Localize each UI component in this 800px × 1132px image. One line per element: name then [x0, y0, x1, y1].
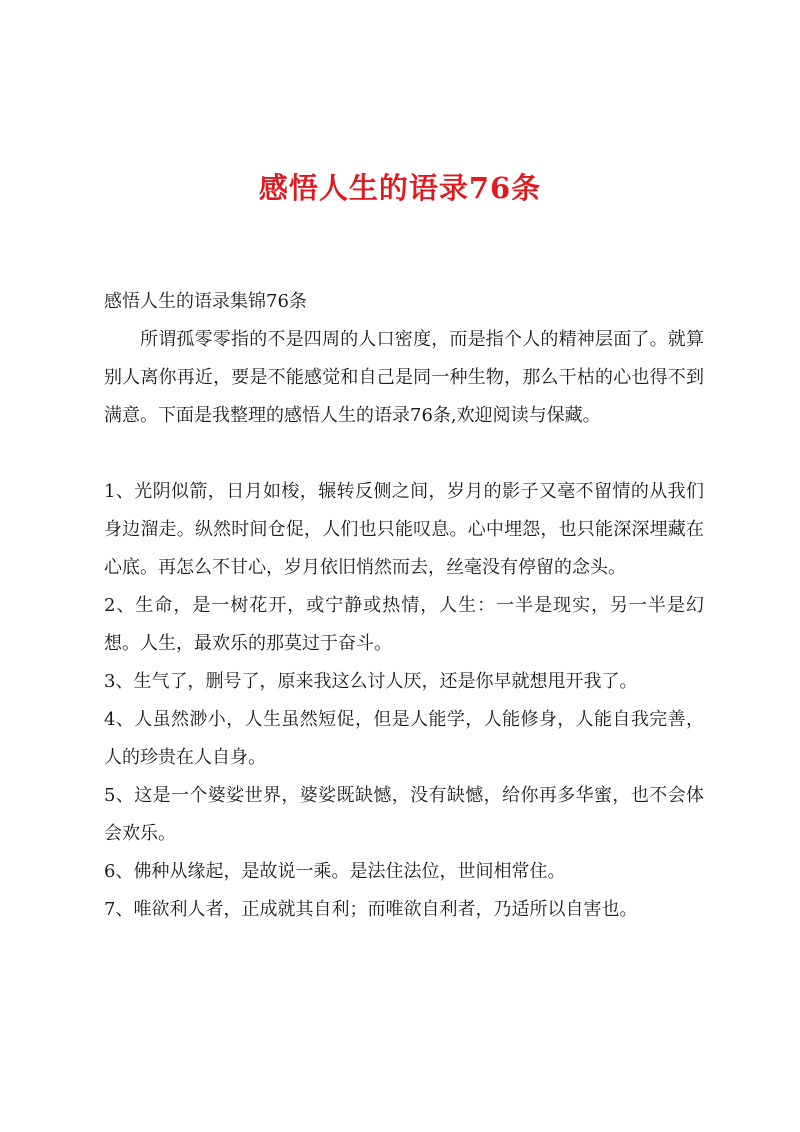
- paragraph-spacer: [104, 435, 704, 473]
- quote-item: 1、光阴似箭，日月如梭，辗转反侧之间，岁月的影子又毫不留情的从我们身边溜走。纵然时间仓促，人们也只能叹息。心中埋怨，也只能深深埋藏在心底。再怎么不甘心，岁月依旧悄然而去，丝毫没有停留的念头。: [104, 481, 704, 578]
- quote-item: 5、这是一个婆娑世界，婆娑既缺憾，没有缺憾，给你再多华蜜，也不会体会欢乐。: [104, 785, 704, 844]
- document-subtitle: 感悟人生的语录集锦76条: [104, 291, 307, 312]
- intro-paragraph: 所谓孤零零指的不是四周的人口密度，而是指个人的精神层面了。就算别人离你再近，要是不能感觉和自己是同一种生物，那么干枯的心也得不到满意。下面是我整理的感悟人生的语录76条,欢迎阅读与保藏。: [104, 329, 704, 426]
- quote-item: 2、生命，是一树花开，或宁静或热情，人生：一半是现实，另一半是幻想。人生，最欢乐的那莫过于奋斗。: [104, 595, 704, 654]
- quote-item: 7、唯欲利人者，正成就其自利；而唯欲自利者，乃适所以自害也。: [104, 899, 638, 920]
- document-title: 感悟人生的语录76条: [258, 171, 542, 205]
- quote-item: 3、生气了，删号了，原来我这么讨人厌，还是你早就想甩开我了。: [104, 671, 638, 692]
- quote-item: 4、人虽然渺小，人生虽然短促，但是人能学，人能修身，人能自我完善，人的珍贵在人自身。: [104, 709, 704, 768]
- quote-item: 6、佛种从缘起，是故说一乘。是法住法位，世间相常住。: [104, 861, 566, 882]
- document-body: [104, 283, 704, 929]
